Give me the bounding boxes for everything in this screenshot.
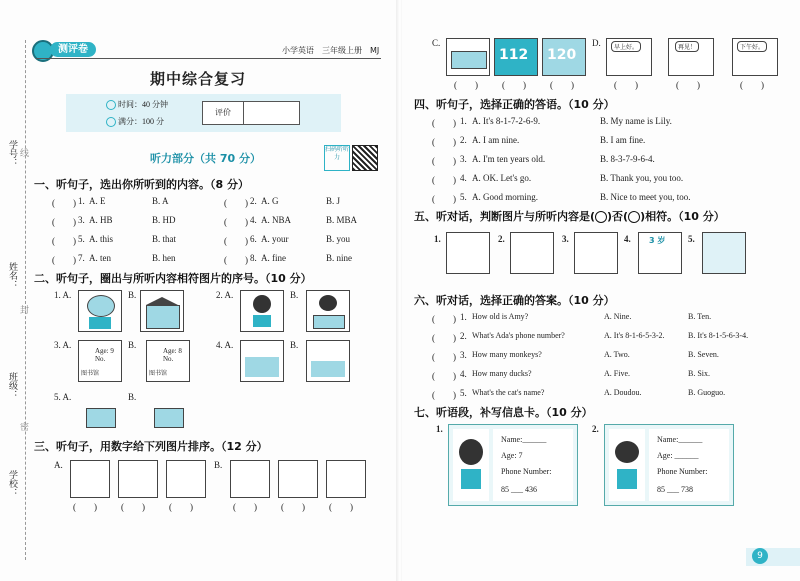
girl-portrait [453,429,489,501]
answer-paren[interactable]: ( ) [676,80,700,90]
speech-bubble: 早上好。 [611,41,641,52]
sec6-no: 1. [460,312,467,322]
sec6-question: How many monkeys? [472,350,542,359]
sec2-label: 5. A. [54,392,72,402]
speech-bubble: 再见！ [675,41,699,52]
sec4-no: 3. [460,154,467,164]
farm-picture [446,232,490,274]
greeting-picture-3 [732,38,778,76]
sec1-no: 5. [78,234,85,244]
board-text: Age: 9 No. [95,347,114,363]
sec2-label: 4. A. [216,340,234,350]
sec5-no: 2. [498,234,505,244]
sec4-list [432,116,782,212]
sec1-option-b: B. MBA [326,215,358,225]
sec1-option-a: A. G [261,196,279,206]
check-icon [106,117,116,127]
sheep-picture [702,232,746,274]
answer-paren[interactable]: ( ) [454,80,478,90]
sec1-option-b: B. hen [152,253,176,263]
girl-pigtails-picture [118,460,158,498]
answer-paren[interactable]: ( ) [614,80,638,90]
boy-face-picture [70,460,110,498]
cake-picture [78,390,120,430]
sec4-option-b: B. My name is Lily. [600,116,672,126]
card-fields [493,429,573,501]
answer-paren[interactable]: ( ) [502,80,526,90]
sec6-question: What's the cat's name? [472,388,545,397]
boy-portrait [609,429,645,501]
binding-name: 姓名： [7,262,17,289]
answer-paren[interactable]: ( ) [740,80,764,90]
option-label: D. [592,38,601,48]
header-rule [36,58,381,59]
card-no: 1. [436,424,443,434]
qr-label: 扫码听听力 [324,145,350,171]
number-112-picture [494,38,538,76]
sec6-option-a: A. Five. [604,369,630,378]
binding-class: 班级： [7,372,17,399]
sec6-no: 5. [460,388,467,398]
answer-paren[interactable]: ( ) [121,502,145,512]
sec1-no: 4. [250,215,257,225]
sec1-no: 2. [250,196,257,206]
sec4-no: 5. [460,192,467,202]
number-120: 120 [547,47,577,63]
girl-boy-picture [574,232,618,274]
binding-tight: 密 [18,422,28,431]
binding-dashed-line [25,40,26,560]
sec6-title: 六、听对话，选择正确的答案。（10 分） [414,294,615,307]
age-board-a [78,340,122,382]
answer-paren[interactable]: ( ) [224,236,248,246]
sec4-title: 四、听句子，选择正确的答语。（10 分） [414,98,615,111]
left-page [0,0,398,581]
girl-long-hair-picture [166,460,206,498]
sec1-option-b: B. nine [326,253,352,263]
card-phone-number[interactable]: 85 ___ 436 [501,485,537,494]
sec6-question: What's Ada's phone number? [472,331,565,340]
card-name-field[interactable]: Name:______ [501,435,547,444]
sec4-option-b: B. 8-3-7-9-6-4. [600,154,655,164]
card-fields [649,429,729,501]
binding-school: 学校： [7,470,17,497]
sec1-option-a: A. ten [89,253,111,263]
sec3-label: B. [214,460,223,470]
sec2-label: B. [128,290,137,300]
sec5-title-pre: 五、听对话，判断图片与所听内容是( [414,210,596,223]
cake-picture [146,390,188,430]
library-label: 图书馆 [149,371,168,377]
badge: 测评卷 [50,42,96,57]
answer-paren[interactable]: ( ) [329,502,353,512]
option-label: C. [432,38,441,48]
sec5-title-post: )相符。（10 分） [640,210,725,223]
sec3-label: A. [54,460,63,470]
sec4-option-b: B. Nice to meet you, too. [600,192,691,202]
sec6-question: How old is Amy? [472,312,529,321]
binding-line: 线 [18,148,28,157]
card-age-field[interactable]: Age: ______ [657,451,699,460]
info-panel [66,94,341,132]
sec1-no: 6. [250,234,257,244]
subject-info: 小学英语 三年级上册 MJ [282,46,380,55]
classroom-picture [240,340,284,382]
answer-paren[interactable]: ( ) [233,502,257,512]
sec5-no: 5. [688,234,695,244]
card-phone-label: Phone Number: [501,467,552,476]
sec4-option-b: B. Thank you, you too. [600,173,684,183]
sec6-option-b: B. Six. [688,369,711,378]
sleeping-girl-picture [306,290,350,332]
greeting-picture-2 [668,38,714,76]
answer-paren[interactable]: ( ) [224,198,248,208]
sec1-option-a: A. E [89,196,106,206]
sec6-option-b: B. Ten. [688,312,712,321]
sec4-no: 1. [460,116,467,126]
answer-paren[interactable]: ( ) [73,502,97,512]
card-phone-number[interactable]: 85 ___ 738 [657,485,693,494]
girl-picture [240,290,284,332]
answer-paren[interactable]: ( ) [169,502,193,512]
answer-paren[interactable]: ( ) [224,255,248,265]
sec6-option-b: B. Guoguo. [688,388,726,397]
sec2-label: 3. A. [54,340,72,350]
sec2-label: B. [290,290,299,300]
sec5-no: 3. [562,234,569,244]
sec6-option-a: A. Nine. [604,312,632,321]
info-card-2 [604,424,734,506]
info-card-1 [448,424,578,506]
sec6-option-b: B. It's 8-1-5-6-3-4. [688,331,749,340]
card-name-field[interactable]: Name:______ [657,435,703,444]
sec6-option-b: B. Seven. [688,350,719,359]
qr-code[interactable] [352,145,378,171]
sec5-no: 1. [434,234,441,244]
sec1-no: 7. [78,253,85,263]
sec1-option-a: A. this [89,234,114,244]
sec6-question: How many ducks? [472,369,532,378]
binding-student-no: 学号： [7,140,17,167]
page-title: 期中综合复习 [150,70,247,88]
answer-paren[interactable]: ( ) [432,118,456,128]
sec2-label: 2. A. [216,290,234,300]
number-112: 112 [499,47,529,63]
eval-label: 评价 [203,102,244,124]
sec1-no: 8. [250,253,257,263]
card-no: 2. [592,424,599,434]
answer-paren[interactable]: ( ) [52,236,76,246]
sec5-no: 4. [624,234,631,244]
card-phone-label: Phone Number: [657,467,708,476]
sec1-option-b: B. you [326,234,351,244]
age-tag: 3 岁 [649,236,666,245]
sec4-option-a: A. OK. Let's go. [472,173,532,183]
sec2-label: B. [128,340,137,350]
sec6-option-a: A. Two. [604,350,630,359]
orange-picture [326,460,366,498]
sec2-title: 二、听句子，圈出与所听内容相符图片的序号。（10 分） [34,272,312,285]
sad-face-icon [628,211,640,223]
right-page [402,0,800,581]
sec1-title: 一、听句子，选出你所听到的内容。（8 分） [34,178,249,191]
noodles-picture [278,460,318,498]
sec4-no: 4. [460,173,467,183]
answer-paren[interactable]: ( ) [432,175,456,185]
library-label: 图书馆 [81,371,100,377]
sec1-option-b: B. HD [152,215,176,225]
school-picture [140,290,184,332]
answer-paren[interactable]: ( ) [432,156,456,166]
sec6-no: 2. [460,331,467,341]
eval-box [202,101,300,125]
answer-paren[interactable]: ( ) [52,255,76,265]
answer-paren[interactable]: ( ) [432,333,456,343]
sec2-label: B. [290,340,299,350]
children-picture [510,232,554,274]
sec6-no: 4. [460,369,467,379]
answer-paren[interactable]: ( ) [281,502,305,512]
sec4-option-b: B. I am fine. [600,135,646,145]
sec1-grid [52,196,382,276]
sec3-title: 三、听句子，用数字给下列图片排序。（12 分） [34,440,268,453]
sec1-option-b: B. A [152,196,169,206]
sec4-option-a: A. I'm ten years old. [472,154,546,164]
boy-picture [78,290,122,332]
answer-paren[interactable]: ( ) [432,137,456,147]
answer-paren[interactable]: ( ) [432,352,456,362]
sec4-no: 2. [460,135,467,145]
answer-paren[interactable]: ( ) [52,217,76,227]
sec6-option-a: A. It's 8-1-6-5-3-2. [604,331,665,340]
answer-paren[interactable]: ( ) [52,198,76,208]
sec1-option-a: A. NBA [261,215,292,225]
sec1-option-a: A. fine [261,253,286,263]
answer-paren[interactable]: ( ) [432,390,456,400]
speech-bubble: 下午好。 [737,41,767,52]
page-number: 9 [752,548,768,564]
listening-heading: 听力部分（共 70 分） [150,152,261,165]
binding-seal: 封 [18,305,28,314]
sec5-title [414,208,725,224]
full-score: 满分：100 分 [118,117,164,126]
ice-cream-picture [230,460,270,498]
time-limit: 时间：40 分钟 [118,100,168,109]
sec1-option-b: B. that [152,234,176,244]
fire-truck-picture [446,38,490,76]
sec6-no: 3. [460,350,467,360]
card-age: Age: 7 [501,451,523,460]
answer-paren[interactable]: ( ) [432,371,456,381]
cat-picture [638,232,682,274]
sec4-option-a: A. I am nine. [472,135,520,145]
answer-paren[interactable]: ( ) [432,194,456,204]
happy-face-icon [595,211,607,223]
sec1-option-a: A. HB [89,215,113,225]
answer-paren[interactable]: ( ) [550,80,574,90]
sec1-no: 3. [78,215,85,225]
sec2-label: 1. A. [54,290,72,300]
answer-paren[interactable]: ( ) [224,217,248,227]
greeting-picture-1 [606,38,652,76]
sec1-option-a: A. your [261,234,289,244]
sec1-option-b: B. J [326,196,341,206]
clock-icon [106,100,116,110]
sec4-option-a: A. It's 8-1-7-2-6-9. [472,116,541,126]
sec1-no: 1. [78,196,85,206]
kids-picture [306,340,350,382]
sec4-option-a: A. Good morning. [472,192,538,202]
sec2-label: B. [128,392,137,402]
age-board-b [146,340,190,382]
sec6-list [432,312,792,408]
answer-paren[interactable]: ( ) [432,314,456,324]
sec5-title-mid: )否( [607,210,629,223]
sec6-option-a: A. Doudou. [604,388,642,397]
board-text: Age: 8 No. [163,347,182,363]
sec7-title: 七、听语段，补写信息卡。（10 分） [414,406,593,419]
number-120-picture [542,38,586,76]
